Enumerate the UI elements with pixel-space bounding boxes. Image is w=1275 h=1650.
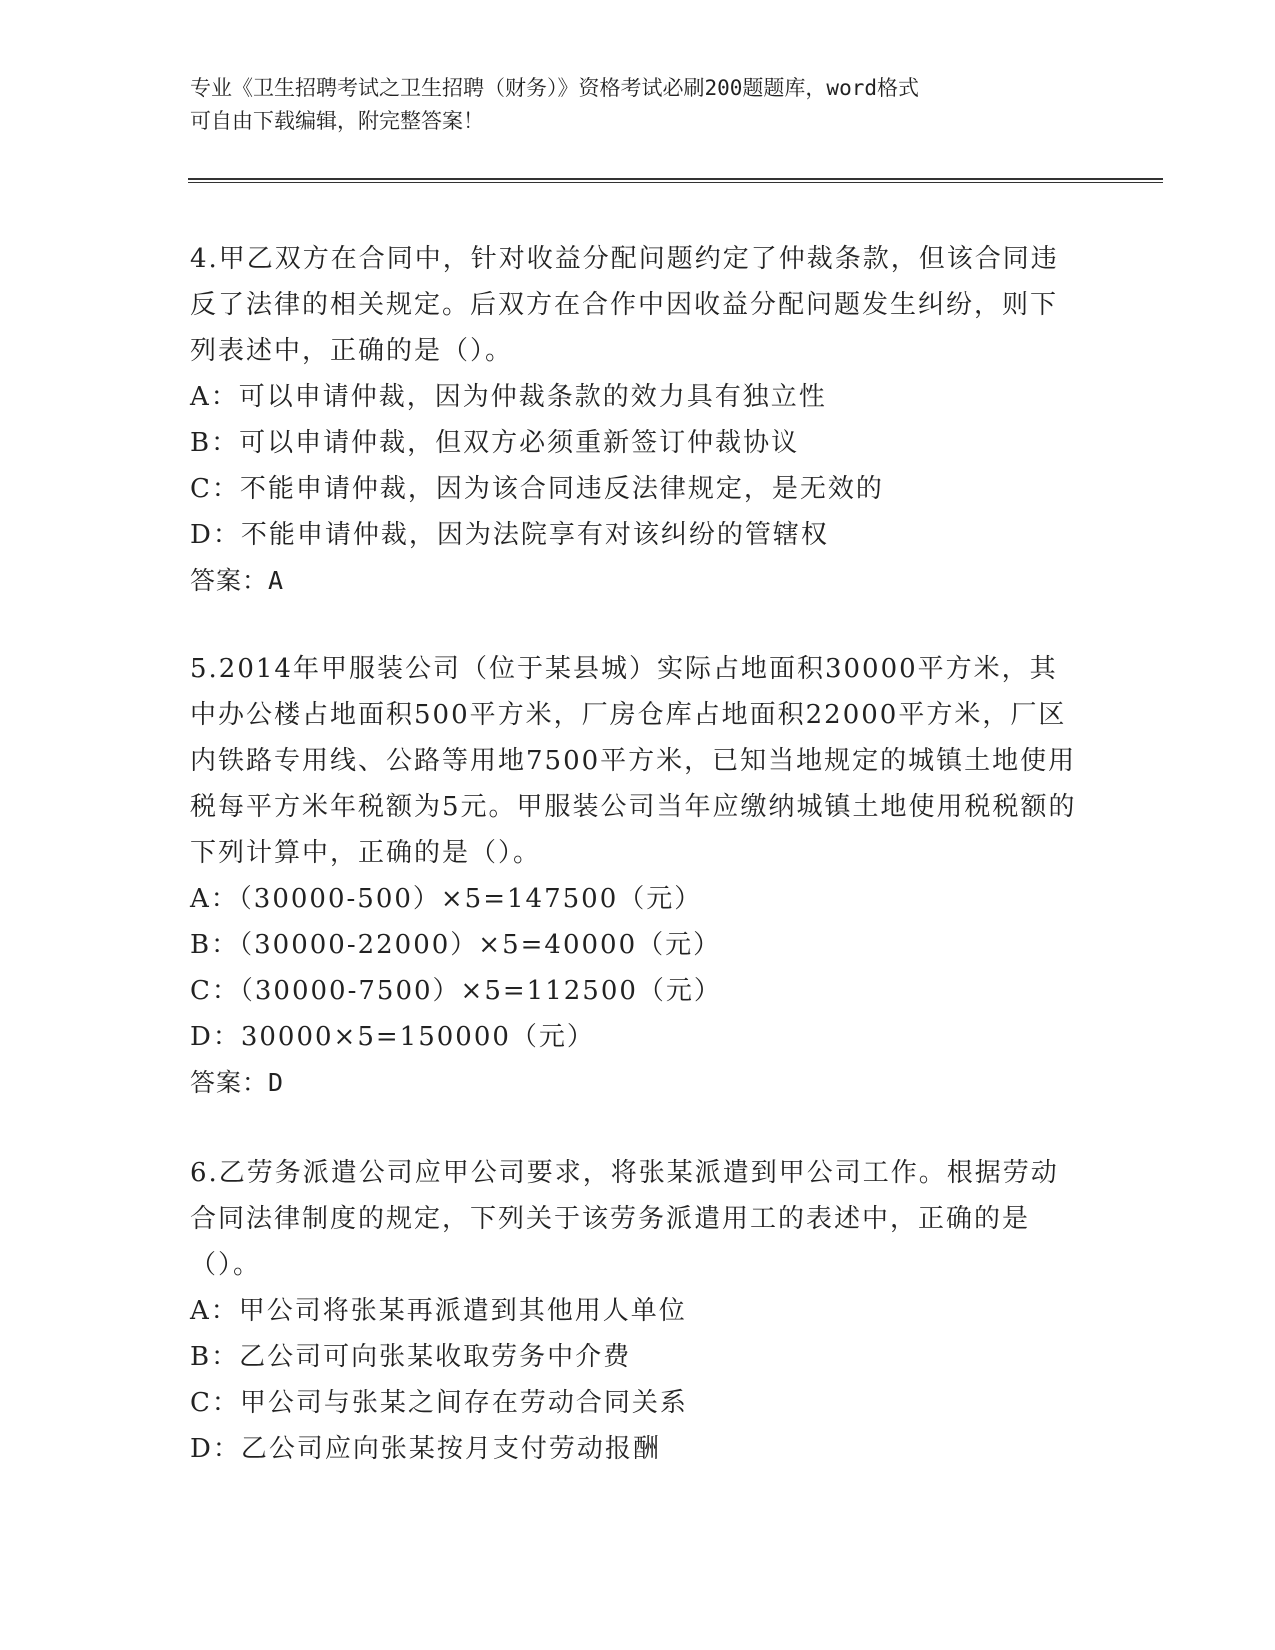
question-5 [190,646,1080,1106]
option-c: C：甲公司与张某之间存在劳动合同关系 [190,1388,688,1418]
option-d: D：不能申请仲裁，因为法院享有对该纠纷的管辖权 [190,520,829,550]
document-header [190,72,1090,138]
option-c: C：不能申请仲裁，因为该合同违反法律规定，是无效的 [190,474,884,504]
question-4 [190,236,1080,604]
option-a: A：（30000-500）×5=147500（元） [190,884,703,914]
option-b: B：（30000-22000）×5=40000（元） [190,930,722,960]
header-divider [188,178,1163,183]
option-b: B：乙公司可向张某收取劳务中介费 [190,1342,632,1372]
question-6 [190,1150,1080,1472]
option-c: C：（30000-7500）×5=112500（元） [190,976,722,1006]
option-b: B：可以申请仲裁，但双方必须重新签订仲裁协议 [190,428,800,458]
option-d: D：30000×5=150000（元） [190,1022,595,1052]
header-line-1: 专业《卫生招聘考试之卫生招聘（财务）》资格考试必刷200题题库，word格式 [190,76,919,100]
question-stem: 6.乙劳务派遣公司应甲公司要求，将张某派遣到甲公司工作。根据劳动合同法律制度的规定，下列关于该劳务派遣用工的表述中，正确的是（）。 [190,1158,1059,1280]
question-stem: 4.甲乙双方在合同中，针对收益分配问题约定了仲裁条款，但该合同违反了法律的相关规定。后双方在合作中因收益分配问题发生纠纷，则下列表述中，正确的是（）。 [190,244,1059,366]
answer: 答案：D [190,1068,285,1097]
option-a: A：可以申请仲裁，因为仲裁条款的效力具有独立性 [190,382,827,412]
answer: 答案：A [190,566,285,595]
header-line-2: 可自由下载编辑，附完整答案！ [190,109,484,133]
option-a: A：甲公司将张某再派遣到其他用人单位 [190,1296,687,1326]
option-d: D：乙公司应向张某按月支付劳动报酬 [190,1434,661,1464]
question-stem: 5.2014年甲服装公司（位于某县城）实际占地面积30000平方米，其中办公楼占地面积500平方米，厂房仓库占地面积22000平方米，厂区内铁路专用线、公路等用地7500平方米，已知当地规定的城镇土地使用税每平方米年税额为5元。甲服装公司当年应缴纳城镇土地使用税税额的下列计算中，正确的是（）。 [190,654,1077,868]
